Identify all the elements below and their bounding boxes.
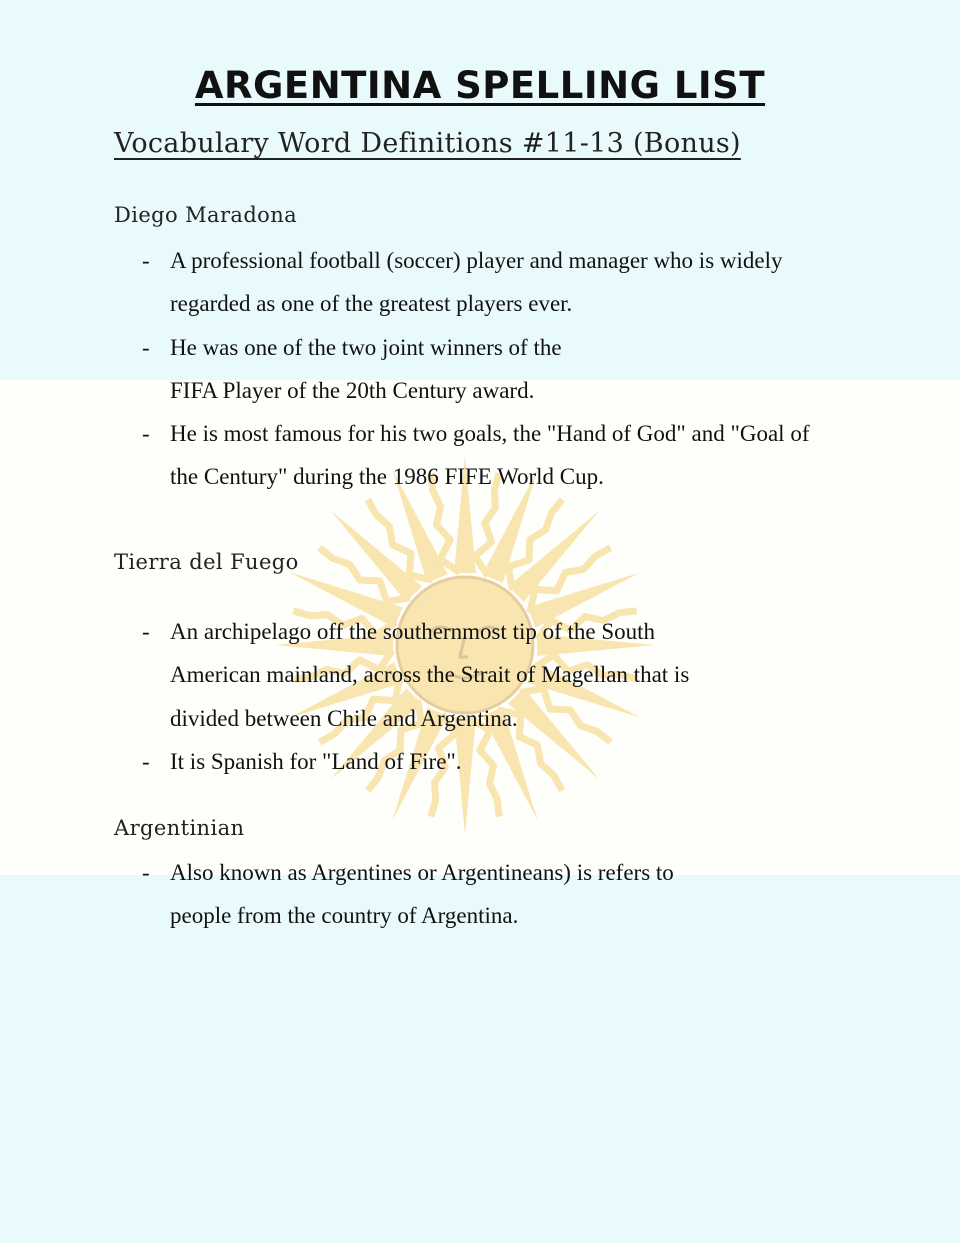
definition-text: Also known as Argentines or Argentineans) is refers to people from the country of Argentina. — [170, 860, 674, 929]
list-dash: - — [142, 619, 150, 644]
list-dash: - — [142, 421, 150, 447]
definition-item — [142, 412, 822, 499]
definition-item — [142, 740, 822, 783]
list-dash: - — [142, 748, 150, 774]
definition-text: A professional football (soccer) player and manager who is widely regarded as one of the greatest players ever. — [170, 248, 783, 317]
term-diego-maradona: Diego Maradona — [114, 203, 298, 227]
definition-list-diego-maradona — [142, 239, 822, 499]
list-dash: - — [142, 860, 150, 885]
definition-item — [142, 851, 822, 938]
definition-list-tierra-del-fuego — [142, 610, 822, 783]
list-dash: - — [142, 334, 150, 360]
definition-item — [142, 326, 822, 413]
definition-item — [142, 239, 822, 326]
page-subtitle: Vocabulary Word Definitions #11-13 (Bonus) — [114, 128, 741, 159]
term-tierra-del-fuego: Tierra del Fuego — [114, 550, 299, 574]
page-title: ARGENTINA SPELLING LIST — [194, 64, 766, 107]
definition-text: He was one of the two joint winners of the FIFA Player of the 20th Century award. — [170, 334, 562, 403]
definition-list-argentinian — [142, 851, 822, 938]
list-dash: - — [142, 248, 150, 273]
definition-item — [142, 610, 822, 740]
term-argentinian: Argentinian — [114, 816, 245, 840]
definition-text: It is Spanish for "Land of Fire". — [170, 748, 462, 774]
definition-text: An archipelago off the southernmost tip of the South American mainland, across the Strait of Magellan that is divided between Chile and Argentina. — [170, 619, 690, 731]
definition-text: He is most famous for his two goals, the "Hand of God" and "Goal of the Century" during the 1986 FIFE World Cup. — [170, 421, 810, 490]
